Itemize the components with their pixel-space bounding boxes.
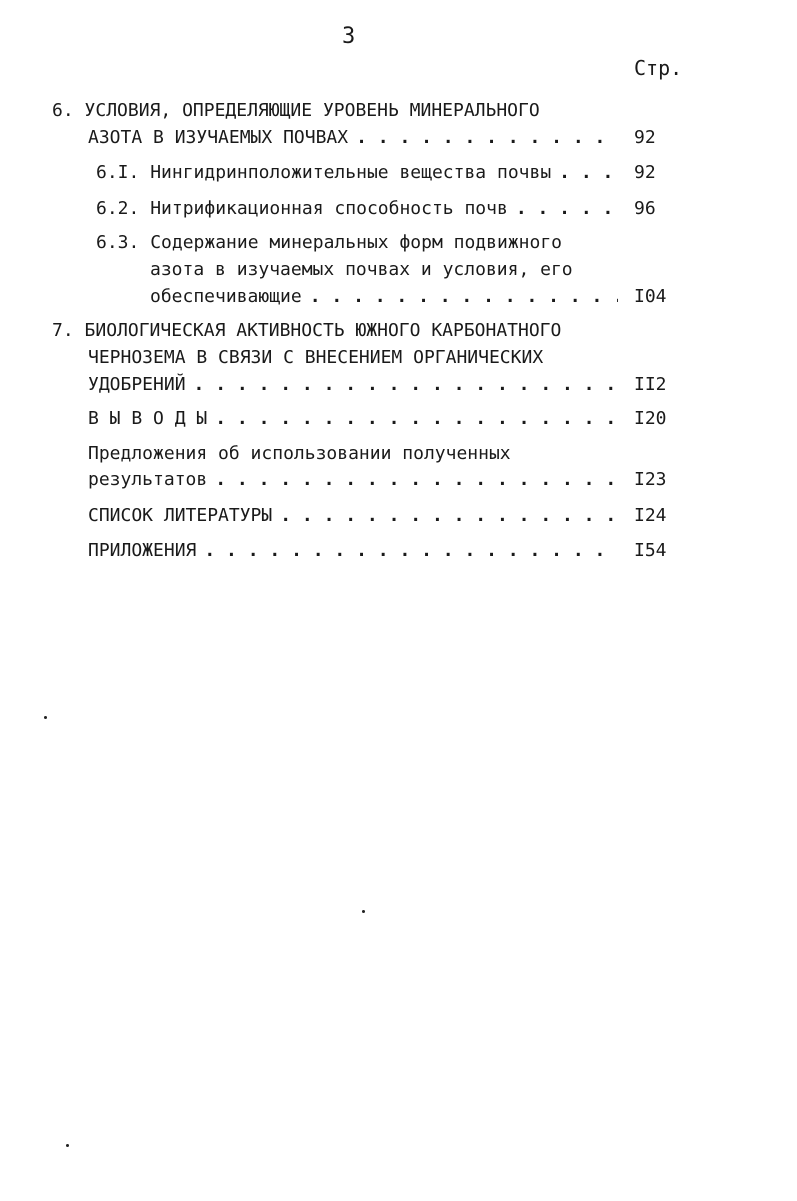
dot-leader [356,125,618,151]
dot-leader [215,467,618,493]
toc-title-6-1: Нингидринположительные вещества почвы [150,162,552,183]
dot-leader [194,372,618,398]
toc-title-conclusions: В Ы В О Д Ы [88,408,208,429]
toc-number-6-1: 6.I. [96,162,140,183]
toc-title-6-line2: АЗОТА В ИЗУЧАЕМЫХ ПОЧВАХ [88,127,349,148]
scan-speck [44,716,47,719]
toc-page-7: II2 [634,374,667,395]
toc-page-6-2: 96 [634,198,656,219]
pages-column-label: Стр. [634,56,683,80]
page-number: 3 [342,24,356,49]
toc-page-6-3: I04 [634,286,667,307]
toc-page-appendices: I54 [634,540,667,561]
toc-title-appendices: ПРИЛОЖЕНИЯ [88,540,197,561]
toc-title-6-line1: УСЛОВИЯ, ОПРЕДЕЛЯЮЩИЕ УРОВЕНЬ МИНЕРАЛЬНОГО [84,100,540,121]
toc-number-6-3: 6.3. [96,232,140,253]
toc-title-7-line1: БИОЛОГИЧЕСКАЯ АКТИВНОСТЬ ЮЖНОГО КАРБОНАТНОГО [84,320,562,341]
toc-number-6: 6. [52,100,74,121]
toc-page-6-1: 92 [634,162,656,183]
toc-title-references: СПИСОК ЛИТЕРАТУРЫ [88,505,273,526]
toc-title-7-line3: УДОБРЕНИЙ [88,374,186,395]
toc-title-6-3-line3: обеспечивающие [150,286,302,307]
dot-leader [280,503,618,529]
dot-leader [516,196,618,222]
toc-number-6-2: 6.2. [96,198,140,219]
toc-page-references: I24 [634,505,667,526]
scan-speck [362,910,365,913]
toc-title-7-line2: ЧЕРНОЗЕМА В СВЯЗИ С ВНЕСЕНИЕМ ОРГАНИЧЕСКИХ [88,347,544,368]
toc-number-7: 7. [52,320,74,341]
toc-title-proposals-line1: Предложения об использовании полученных [88,443,511,464]
toc-title-6-3-line1: Содержание минеральных форм подвижного [150,232,563,253]
toc-title-6-2: Нитрификационная способность почв [150,198,508,219]
toc-page-proposals: I23 [634,469,667,490]
toc-title-6-3-line2: азота в изучаемых почвах и условия, его [150,259,573,280]
toc-title-proposals-line2: результатов [88,469,208,490]
dot-leader [559,160,618,186]
dot-leader [215,406,618,432]
toc-page-6: 92 [634,127,656,148]
dot-leader [310,284,618,310]
scan-speck [66,1144,69,1147]
dot-leader [204,538,618,564]
toc-page-conclusions: I20 [634,408,667,429]
